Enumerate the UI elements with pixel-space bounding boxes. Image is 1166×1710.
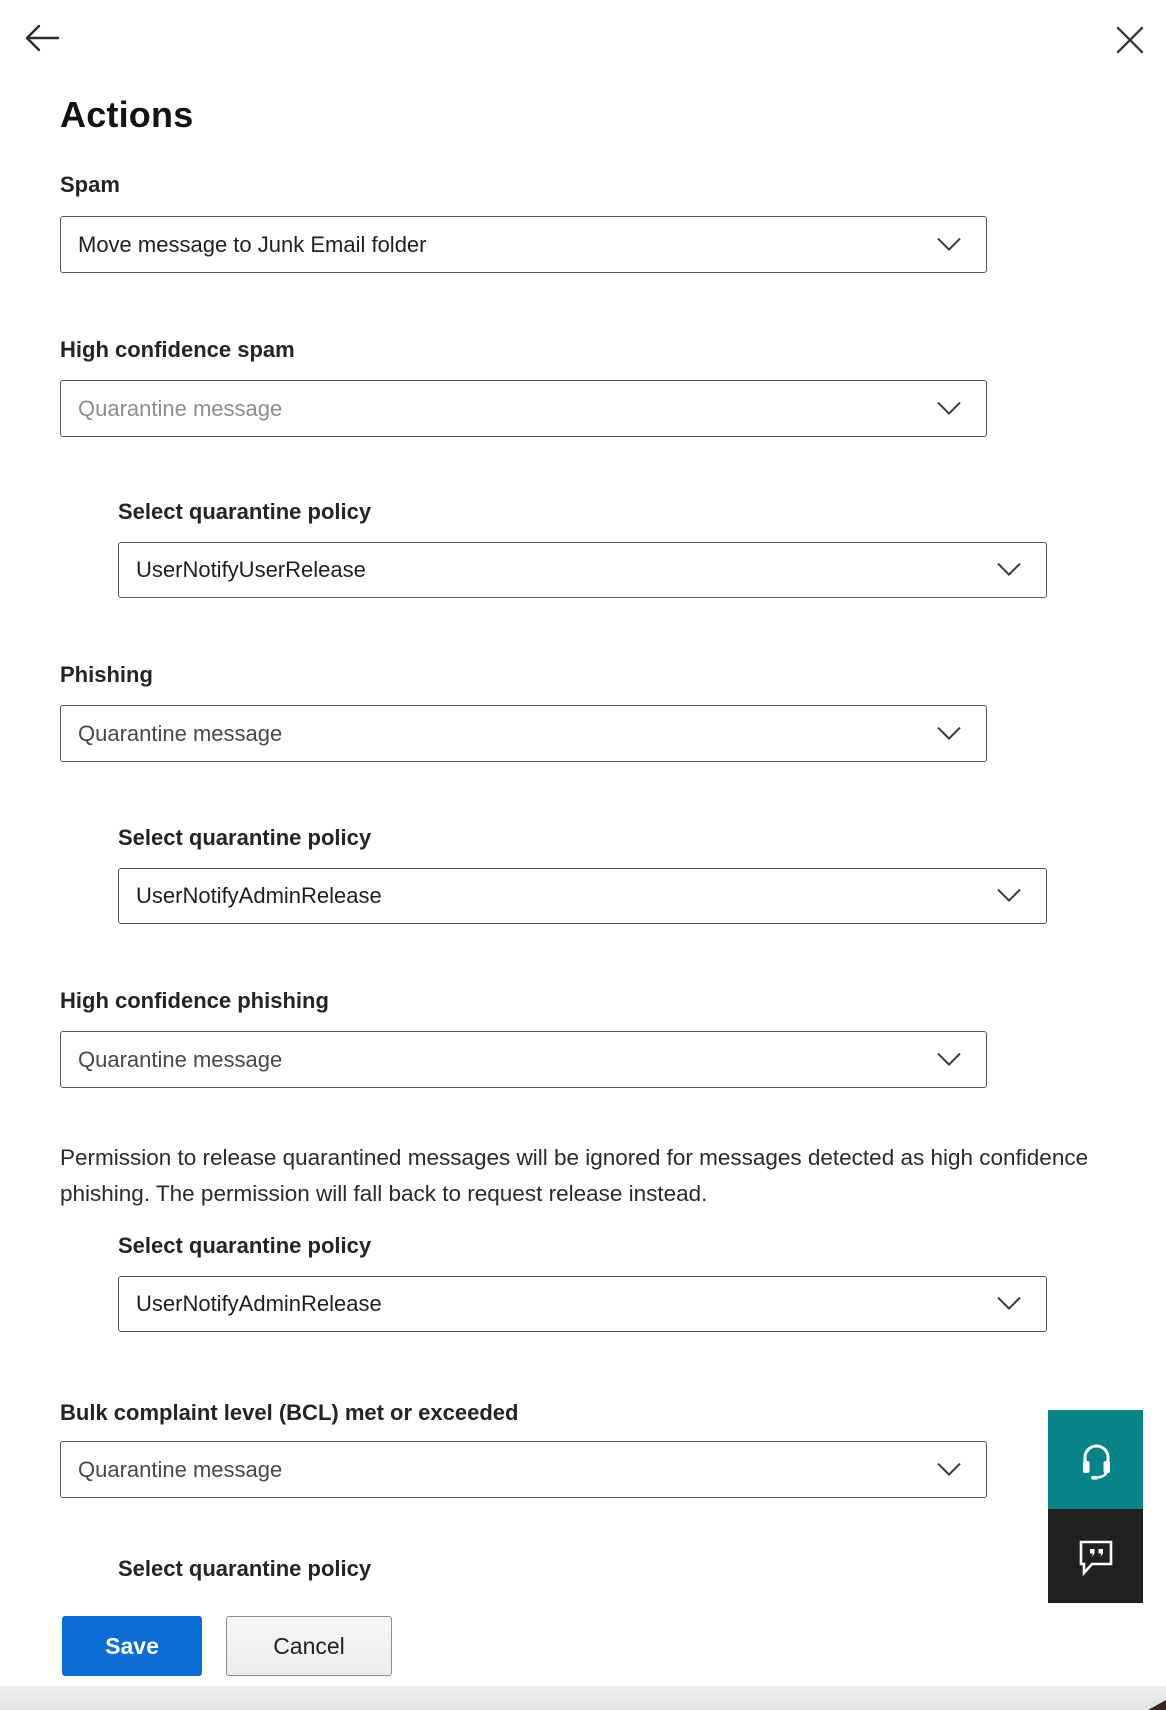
high-confidence-phishing-action-value: Quarantine message <box>78 1046 283 1072</box>
bcl-label: Bulk complaint level (BCL) met or exceeded <box>60 1400 519 1425</box>
chevron-down-icon <box>996 562 1022 582</box>
arrow-left-icon <box>22 44 62 59</box>
help-button[interactable] <box>1048 1410 1143 1509</box>
hcp-permission-note: Permission to release quarantined messages will be ignored for messages detected as high confidence phishing. The permission will fall back to request release instead. <box>60 1145 1089 1206</box>
phishing-label: Phishing <box>60 662 153 687</box>
phishing-quarantine-policy-dropdown[interactable] <box>118 868 1047 924</box>
high-confidence-phishing-label: High confidence phishing <box>60 988 329 1013</box>
chevron-down-icon <box>936 725 962 745</box>
chevron-down-icon <box>996 888 1022 908</box>
hcs-quarantine-policy-value: UserNotifyUserRelease <box>136 557 366 582</box>
headset-icon <box>1072 1436 1120 1484</box>
high-confidence-phishing-action-dropdown[interactable] <box>60 1031 987 1088</box>
hcp-quarantine-policy-dropdown[interactable] <box>118 1276 1047 1332</box>
back-button[interactable] <box>22 20 62 56</box>
high-confidence-spam-label: High confidence spam <box>60 337 295 362</box>
speech-bubble-icon <box>1073 1533 1119 1579</box>
hcp-quarantine-policy-value: UserNotifyAdminRelease <box>136 1291 382 1316</box>
phishing-quarantine-policy-label: Select quarantine policy <box>118 825 372 850</box>
chevron-down-icon <box>936 400 962 420</box>
footer-bottom-strip <box>0 1686 1166 1710</box>
feedback-button[interactable] <box>1048 1509 1143 1603</box>
bcl-action-value: Quarantine message <box>78 1456 283 1482</box>
spam-label: Spam <box>60 172 120 197</box>
bcl-quarantine-policy-label-clipped: Select quarantine policy <box>118 1556 372 1581</box>
page-title: Actions <box>60 94 194 135</box>
save-button[interactable]: Save <box>62 1616 202 1676</box>
chevron-down-icon <box>936 1051 962 1071</box>
bcl-action-dropdown[interactable] <box>60 1441 987 1498</box>
spam-action-value: Move message to Junk Email folder <box>78 231 427 257</box>
phishing-quarantine-policy-value: UserNotifyAdminRelease <box>136 883 382 908</box>
phishing-action-value: Quarantine message <box>78 720 283 746</box>
chevron-down-icon <box>996 1296 1022 1316</box>
spam-action-dropdown[interactable] <box>60 216 987 273</box>
high-confidence-spam-action-value: Quarantine message <box>78 395 283 421</box>
hcs-quarantine-policy-dropdown[interactable] <box>118 542 1047 598</box>
high-confidence-spam-action-dropdown[interactable] <box>60 380 987 437</box>
close-icon <box>1114 44 1146 59</box>
chevron-down-icon <box>936 1461 962 1481</box>
hcs-quarantine-policy-label: Select quarantine policy <box>118 499 372 524</box>
cancel-button[interactable]: Cancel <box>226 1616 392 1676</box>
close-button[interactable] <box>1114 24 1146 56</box>
hcp-quarantine-policy-label: Select quarantine policy <box>118 1233 372 1258</box>
chevron-down-icon <box>936 236 962 256</box>
footer-bar <box>0 1588 1166 1710</box>
phishing-action-dropdown[interactable] <box>60 705 987 762</box>
